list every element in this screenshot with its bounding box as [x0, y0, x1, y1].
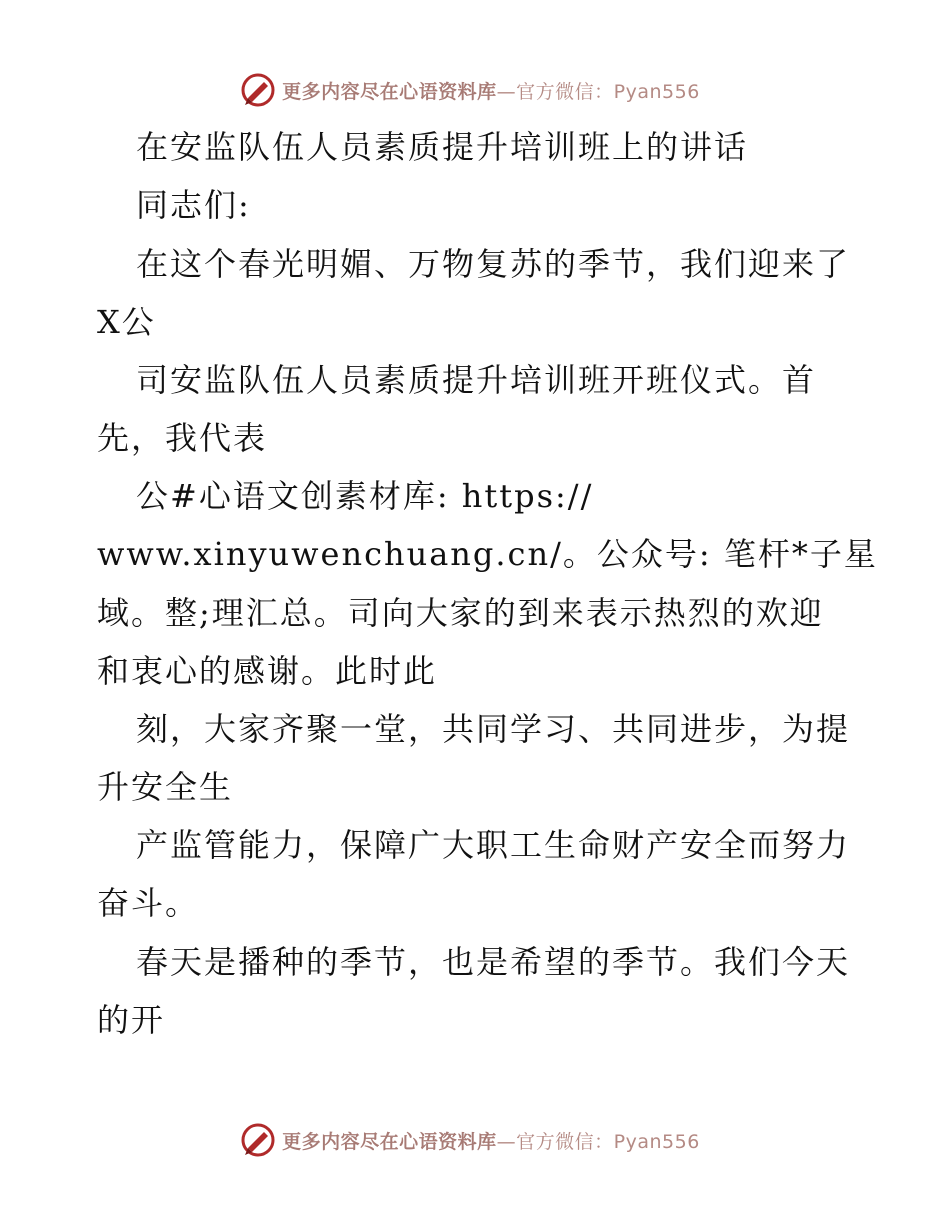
watermark-banner [240, 72, 700, 108]
paragraph-line: 公#心语文创素材库: https:// [136, 477, 594, 515]
watermark-site-text: 更多内容尽在心语资料库 [282, 1130, 497, 1153]
page-header-watermark [0, 68, 950, 112]
paragraph-line: 春天是播种的季节，也是希望的季节。我们今天 [136, 943, 851, 981]
paragraph-line: 先，我代表 [97, 419, 268, 457]
watermark-wechat-text: 官方微信：Pyan556 [516, 1130, 700, 1153]
paragraph-line: 在这个春光明媚、万物复苏的季节，我们迎来了 [136, 245, 851, 283]
watermark-separator: — [496, 80, 517, 103]
watermark-site-text: 更多内容尽在心语资料库 [282, 80, 497, 103]
paragraph-line: 和衷心的感谢。此时此 [97, 652, 438, 690]
watermark-wechat-text: 官方微信：Pyan556 [516, 80, 700, 103]
watermark-banner [240, 1122, 700, 1158]
paragraph-line: www.xinyuwenchuang.cn/。公众号: 笔杆*子星 [97, 535, 878, 573]
paragraph-line: 同志们: [136, 186, 251, 224]
page-footer-watermark [0, 1118, 950, 1162]
pen-logo-icon [240, 1122, 276, 1158]
paragraph-line: 的开 [97, 1001, 166, 1039]
paragraph-line: 刻，大家齐聚一堂，共同学习、共同进步，为提 [136, 710, 851, 748]
paragraph-line: 司安监队伍人员素质提升培训班开班仪式。首 [136, 361, 817, 399]
paragraph-line: 升安全生 [97, 768, 234, 806]
paragraph-line: X公 [97, 303, 156, 341]
paragraph-line: 奋斗。 [97, 884, 200, 922]
paragraph-line: 产监管能力，保障广大职工生命财产安全而努力 [136, 826, 851, 864]
watermark-separator: — [496, 1130, 517, 1153]
paragraph-line: 域。整;理汇总。司向大家的到来表示热烈的欢迎 [97, 594, 824, 632]
document-title: 在安监队伍人员素质提升培训班上的讲话 [136, 128, 749, 166]
pen-logo-icon [240, 72, 276, 108]
